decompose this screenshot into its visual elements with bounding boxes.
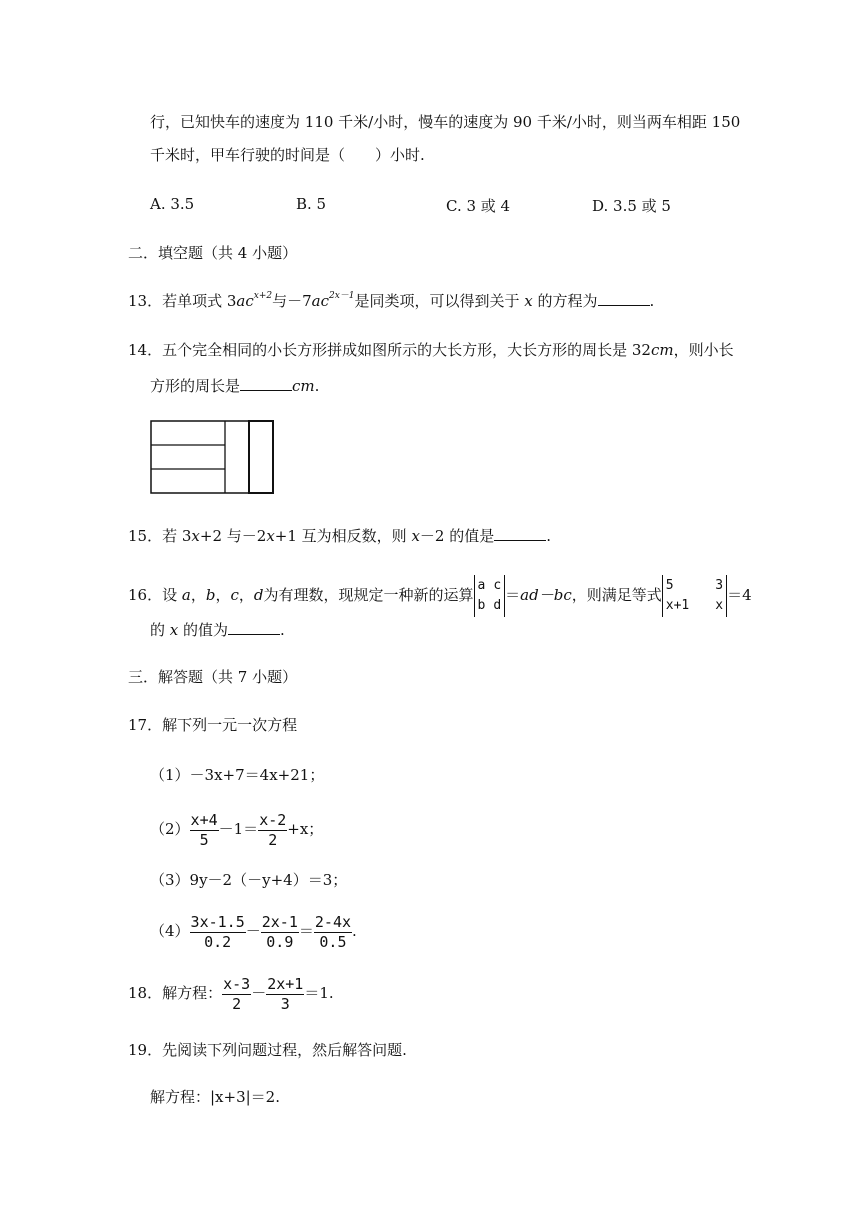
q16-line2x: x — [169, 621, 179, 639]
q17-p2-label: （2） — [150, 820, 190, 838]
q18-tail: ＝1. — [304, 984, 334, 1002]
q16-eq: ＝ — [505, 586, 521, 604]
q16-line1: 16．设 a，b，c，d为有理数，现规定一种新的运算 a c b d ＝ad－bc，则满足等式 5 3 x+1 x ＝4 — [128, 573, 752, 617]
rectangles-figure — [150, 420, 274, 494]
fraction: $\frac{3x-1.5}{0.2}$ — [190, 912, 245, 951]
q14-text-c: 方形的周长是 — [150, 377, 241, 395]
q16-rhs: ＝4 — [727, 586, 752, 604]
fraction: $\frac{x-3}{2}$ — [223, 974, 251, 1013]
q12-option-c: C. 3 或 4 — [446, 197, 511, 215]
q13-exp2: 2x－1 — [328, 291, 355, 301]
section-heading-fill-in: 二．填空题（共 4 小题） — [128, 244, 298, 262]
q12-line1: 行，已知快车的速度为 110 千米/小时，慢车的速度为 90 千米/小时，则当两车相距 150 — [150, 113, 741, 131]
q17-part3: （3）9y－2（－y+4）＝3； — [150, 871, 348, 889]
q15-d: －2 的值是 — [419, 527, 495, 545]
q17-part2 — [150, 808, 323, 850]
q14-text-a: 14．五个完全相同的小长方形拼成如图所示的大长方形，大长方形的周长是 32 — [128, 341, 651, 359]
q18 — [128, 972, 334, 1014]
q17-p4-tail: . — [352, 922, 357, 940]
q14-answer-blank[interactable] — [240, 376, 292, 391]
section-heading-solve: 三．解答题（共 7 小题） — [128, 668, 298, 686]
q15-b: +2 与－2 — [199, 527, 267, 545]
fraction: $\frac{2-4x}{0.5}$ — [314, 912, 352, 951]
vertical-rectangle — [249, 421, 273, 493]
q16-b: 为有理数，现规定一种新的运算 — [263, 586, 474, 604]
q17-p2-mid: －1＝ — [218, 820, 259, 838]
q15-x1: x — [191, 527, 200, 545]
q16-line2a: 的 — [150, 621, 170, 639]
q13-exp1: x+2 — [253, 291, 273, 301]
q17-part1: （1）－3x+7＝4x+21； — [150, 766, 325, 784]
q13-var: x — [524, 292, 533, 310]
q14-unit: cm — [650, 341, 674, 359]
q16-answer-blank[interactable] — [228, 620, 280, 635]
fraction: $\frac{2x+1}{3}$ — [267, 974, 304, 1013]
fraction: $\frac{2x-1}{0.9}$ — [261, 912, 298, 951]
q14-line2 — [150, 376, 319, 396]
q19-line: 解方程：|x+3|＝2. — [150, 1088, 280, 1106]
q14-unit-2: cm — [292, 377, 315, 395]
q18-label: 18．解方程： — [128, 984, 223, 1002]
q13-ac1: ac — [236, 292, 254, 310]
q13-answer-blank[interactable] — [598, 291, 650, 306]
q16-expr: ad－bc — [520, 586, 572, 604]
q14-text-d: . — [314, 377, 320, 395]
q17-part4 — [150, 910, 357, 952]
q12-option-a: A. 3.5 — [150, 195, 195, 213]
q13-end: . — [649, 292, 655, 310]
q14-text-b: ，则小长 — [673, 341, 734, 359]
q16-var-c: c — [230, 586, 239, 604]
q13-mid2: 是同类项，可以得到关于 — [354, 292, 525, 310]
determinant-equation: 5 3 x+1 x — [662, 575, 727, 617]
q15 — [128, 526, 551, 546]
q13-suffix: 的方程为 — [532, 292, 598, 310]
q16-line2c: . — [280, 621, 285, 639]
q13-mid: 与－7 — [272, 292, 312, 310]
q18-op: － — [251, 984, 267, 1002]
q19-title: 19．先阅读下列问题过程，然后解答问题. — [128, 1041, 407, 1059]
q17-p4-label: （4） — [150, 922, 190, 940]
q12-line2: 千米时，甲车行驶的时间是（ ）小时. — [150, 146, 425, 164]
outer-rectangle — [151, 421, 273, 493]
q17-p4-op2: ＝ — [298, 922, 314, 940]
determinant-abcd: a c b d — [474, 575, 506, 617]
q14-line1 — [128, 340, 734, 360]
q13-ac2: ac — [311, 292, 329, 310]
q16-var-d: d — [253, 586, 264, 604]
q15-answer-blank[interactable] — [494, 526, 546, 541]
q15-x2: x — [266, 527, 275, 545]
q16-line2 — [150, 620, 285, 640]
q15-a: 15．若 3 — [128, 527, 192, 545]
q17-p4-op1: － — [245, 922, 261, 940]
q15-c: +1 互为相反数，则 — [274, 527, 412, 545]
fraction: $\frac{x-2}{2}$ — [259, 810, 287, 849]
q15-e: . — [546, 527, 551, 545]
q16-var-a: a — [181, 586, 191, 604]
q13-prefix: 13．若单项式 3 — [128, 292, 237, 310]
q16-line2b: 的值为 — [178, 621, 229, 639]
q16-a: 16．设 — [128, 586, 182, 604]
fraction: $\frac{x+4}{5}$ — [190, 810, 218, 849]
q13 — [128, 291, 654, 314]
q12-option-d: D. 3.5 或 5 — [592, 197, 671, 215]
q15-x3: x — [411, 527, 420, 545]
q17-title: 17．解下列一元一次方程 — [128, 716, 298, 734]
q17-p2-tail: +x； — [287, 820, 324, 838]
q12-option-b: B. 5 — [296, 195, 327, 213]
q16-var-b: b — [205, 586, 216, 604]
q16-c: ，则满足等式 — [571, 586, 662, 604]
